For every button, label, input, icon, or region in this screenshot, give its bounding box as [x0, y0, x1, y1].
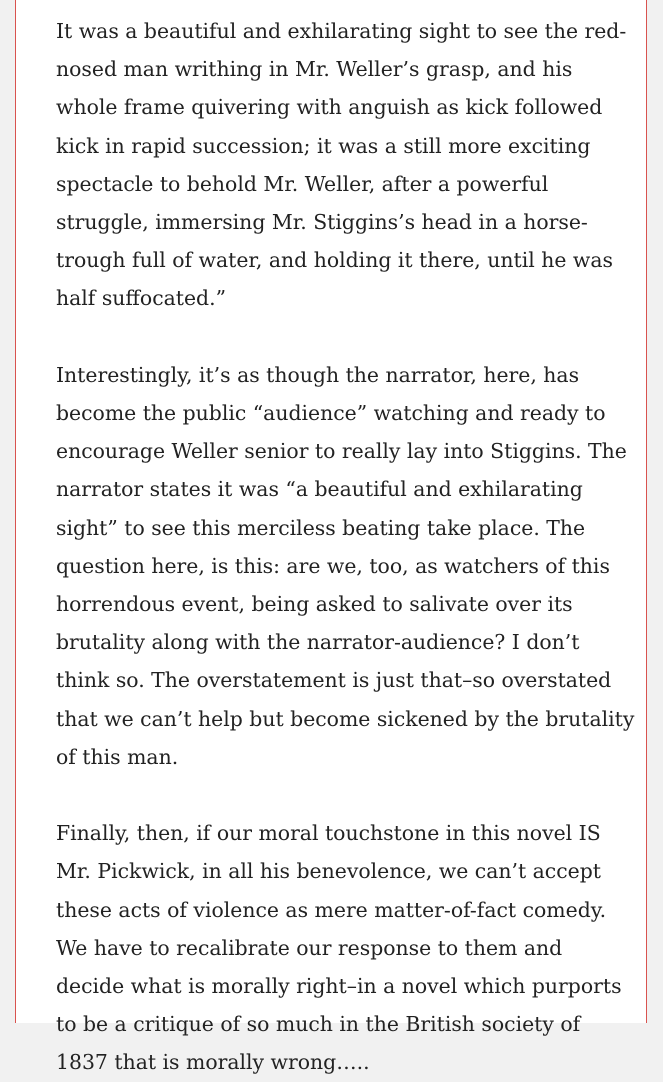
article-page — [15, 0, 647, 1075]
article-body — [56, 12, 636, 1082]
paragraph-quote-ending: It was a beautiful and exhilarating sight to see the red-nosed man writhing in Mr. Weller’s grasp, and his whole frame quivering with anguish as kick followed kick in rapid succession; it was a still more exciting spectacle to behold Mr. Weller, after a powerful struggle, immersing Mr. Stiggins’s head in a horse-trough full of water, and holding it there, until he was half suffocated.” — [56, 19, 627, 311]
paragraph-narrator-audience: Interestingly, it’s as though the narrator, here, has become the public “audience” watching and ready to encourage Weller senior to really lay into Stiggins. The narrator states it was “a beautiful and exhilarating sight” to see this merciless beating take place. The question here, is this: are we, too, as watchers of this horrendous event, being asked to salivate over its brutality along with the narrator-audience? I don’t think so. The overstatement is just that–so overstated that we can’t help but become sickened by the brutality of this man. — [56, 362, 635, 769]
paragraph-conclusion: Finally, then, if our moral touchstone in this novel IS Mr. Pickwick, in all his benevolence, we can’t accept these acts of violence as mere matter-of-fact comedy. We have to recalibrate our response to them and decide what is morally right–in a novel which purports to be a critique of so much in the British society of 1837 that is morally wrong….. — [56, 821, 622, 1075]
